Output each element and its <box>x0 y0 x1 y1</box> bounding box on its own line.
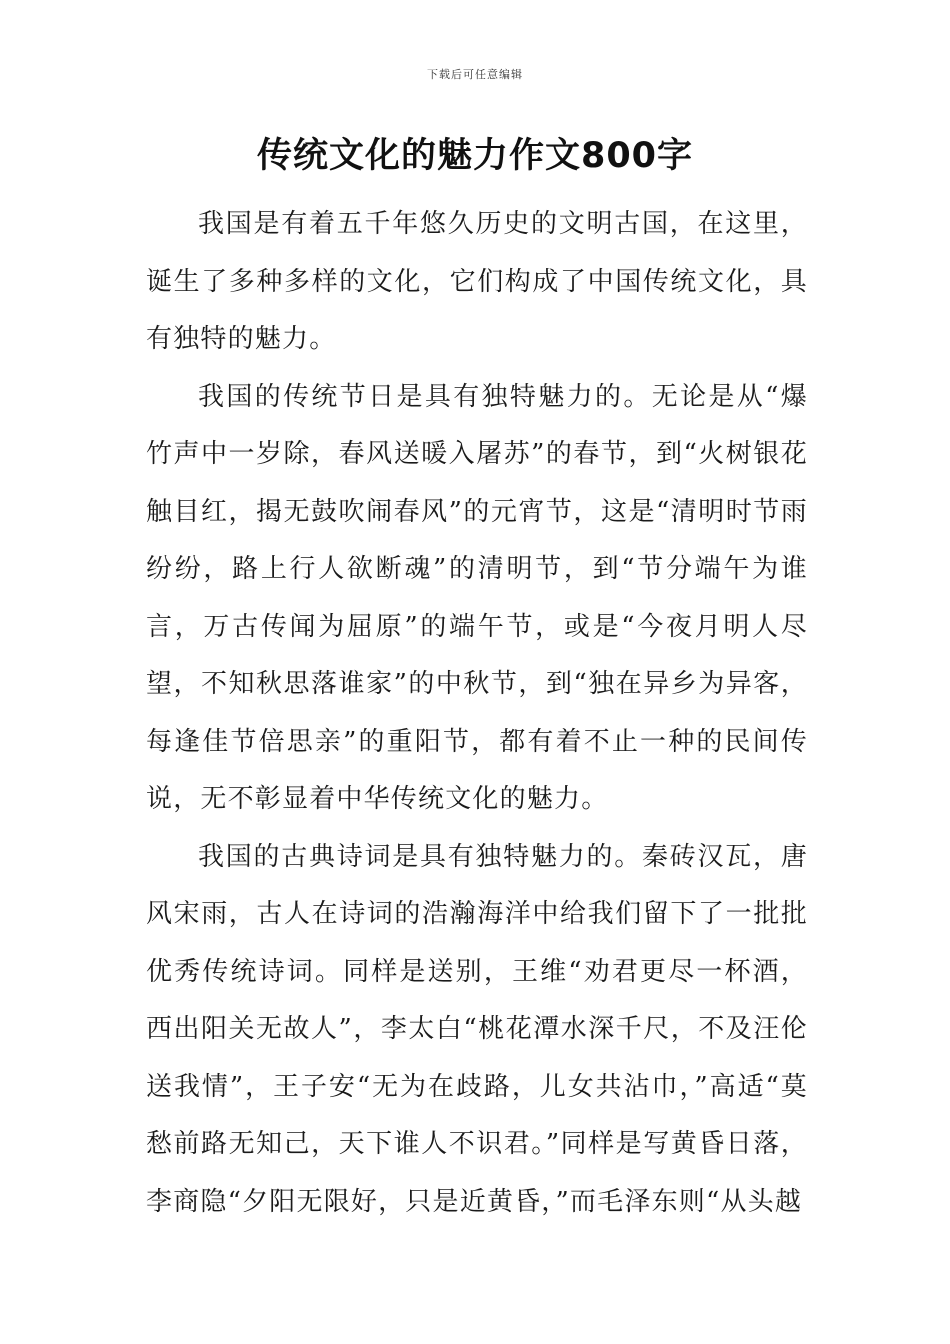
header-note: 下载后可任意编辑 <box>427 68 523 81</box>
page-title: 传统文化的魅力作文800字 <box>256 136 694 176</box>
paragraph-festivals: 我国的传统节日是具有独特魅力的。无论是从“爆竹声中一岁除，春风送暖入屠苏”的春节，到“火树银花触目红，揭无鼓吹闹春风”的元宵节，这是“清明时节雨纷纷，路上行人欲断魂”的清明节，到“节分端午为谁言，万古传闻为屈原”的端午节，或是“今夜月明人尽望，不知秋思落谁家”的中秋节，到“独在异乡为异客，每逢佳节倍思亲”的重阳节，都有着不止一种的民间传说，无不彰显着中华传统文化的魅力。 <box>146 381 808 814</box>
paragraph-poetry: 我国的古典诗词是具有独特魅力的。秦砖汉瓦，唐风宋雨，古人在诗词的浩瀚海洋中给我们留下了一批批优秀传统诗词。同样是送别，王维“劝君更尽一杯酒，西出阳关无故人”，李太白“桃花潭水深千尺，不及汪伦送我情”，王子安“无为在歧路，儿女共沾巾，”高适“莫愁前路无知己，天下谁人不识君。”同样是写黄昏日落，李商隐“夕阳无限好，只是近黄昏，”而毛泽东则“从头越 <box>146 841 808 1217</box>
body-text <box>146 196 808 1231</box>
paragraph-intro: 我国是有着五千年悠久历史的文明古国，在这里，诞生了多种多样的文化，它们构成了中国传统文化，具有独特的魅力。 <box>146 209 808 354</box>
